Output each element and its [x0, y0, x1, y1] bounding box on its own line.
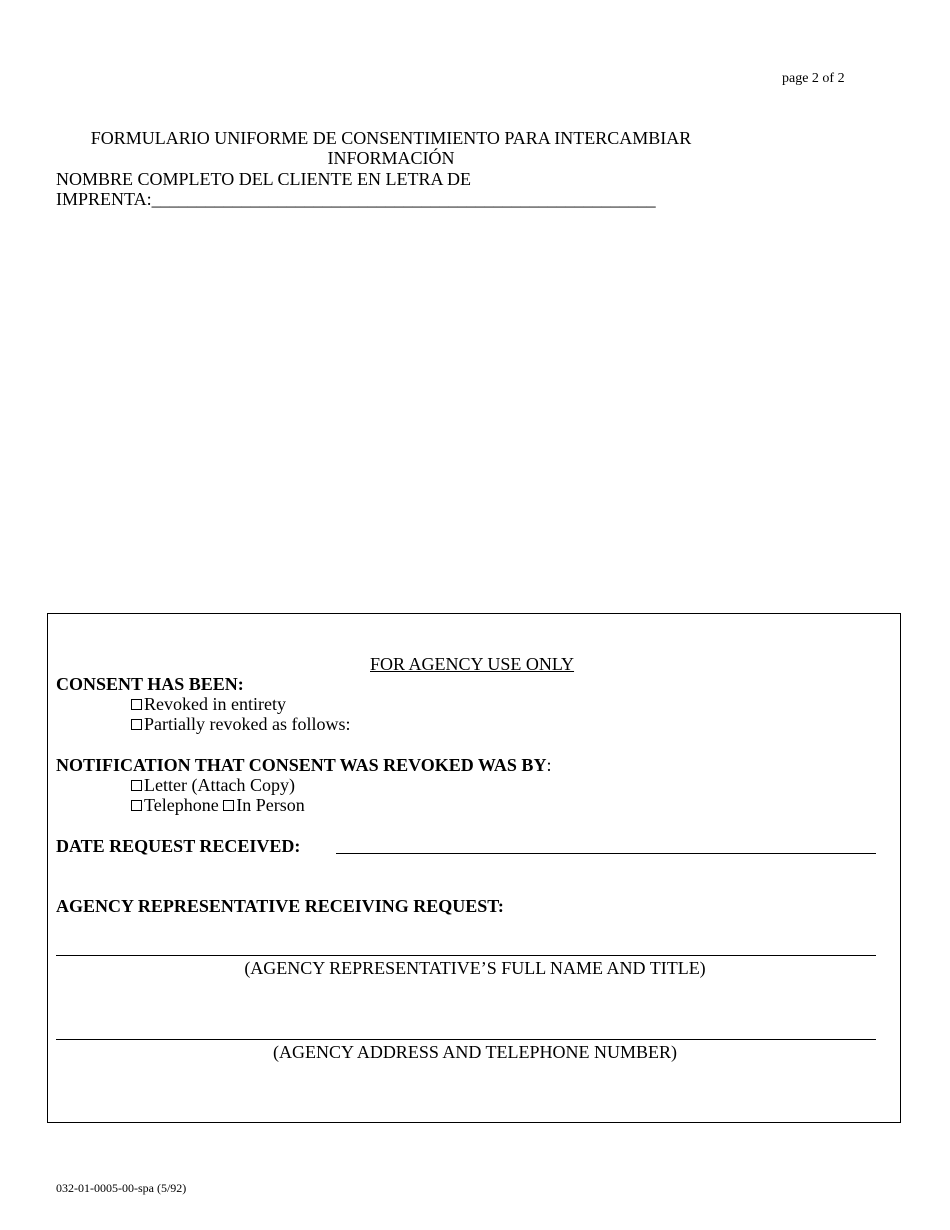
- option-telephone[interactable]: [131, 795, 219, 815]
- form-number: 032-01-0005-00-spa (5/92): [56, 1181, 187, 1195]
- form-title-line2: INFORMACIÓN: [327, 148, 455, 168]
- checkbox-partially-revoked[interactable]: [131, 719, 142, 730]
- rep-name-caption: (AGENCY REPRESENTATIVE’S FULL NAME AND TITLE): [244, 958, 706, 978]
- option-label: Telephone: [144, 795, 219, 815]
- page-number: page 2 of 2: [782, 71, 845, 86]
- option-label: Letter (Attach Copy): [144, 775, 295, 795]
- agency-address-caption: (AGENCY ADDRESS AND TELEPHONE NUMBER): [272, 1042, 677, 1062]
- checkbox-letter[interactable]: [131, 780, 142, 791]
- client-name-label-line1: NOMBRE COMPLETO DEL CLIENTE EN LETRA DE: [56, 169, 471, 189]
- date-received-line[interactable]: [336, 853, 876, 854]
- option-letter[interactable]: [131, 775, 295, 795]
- form-title-line1: FORMULARIO UNIFORME DE CONSENTIMIENTO PARA INTERCAMBIAR: [90, 128, 692, 148]
- option-row-telephone-in-person: [131, 795, 305, 815]
- rep-name-line[interactable]: [56, 955, 876, 956]
- checkbox-telephone[interactable]: [131, 800, 142, 811]
- notification-label-row: [56, 755, 551, 775]
- client-name-label-line2: IMPRENTA:: [56, 189, 152, 209]
- option-label: Partially revoked as follows:: [144, 714, 351, 734]
- checkbox-revoked-entirety[interactable]: [131, 699, 142, 710]
- agency-heading: FOR AGENCY USE ONLY: [370, 654, 575, 674]
- checkbox-in-person[interactable]: [223, 800, 234, 811]
- notification-colon: :: [546, 755, 552, 775]
- notification-label: NOTIFICATION THAT CONSENT WAS REVOKED WAS BY: [56, 755, 547, 775]
- consent-label: CONSENT HAS BEEN:: [56, 674, 244, 694]
- client-name-field[interactable]: [56, 189, 656, 209]
- date-received-label: DATE REQUEST RECEIVED:: [56, 836, 301, 856]
- agency-rep-label: AGENCY REPRESENTATIVE RECEIVING REQUEST:: [56, 896, 504, 916]
- agency-address-line[interactable]: [56, 1039, 876, 1040]
- option-partially-revoked[interactable]: [131, 714, 350, 734]
- option-in-person[interactable]: [223, 795, 305, 815]
- client-name-blank: ________________________________________________________: [151, 189, 656, 209]
- option-label: Revoked in entirety: [144, 694, 286, 714]
- option-label: In Person: [236, 795, 305, 815]
- option-revoked-entirety[interactable]: [131, 694, 286, 714]
